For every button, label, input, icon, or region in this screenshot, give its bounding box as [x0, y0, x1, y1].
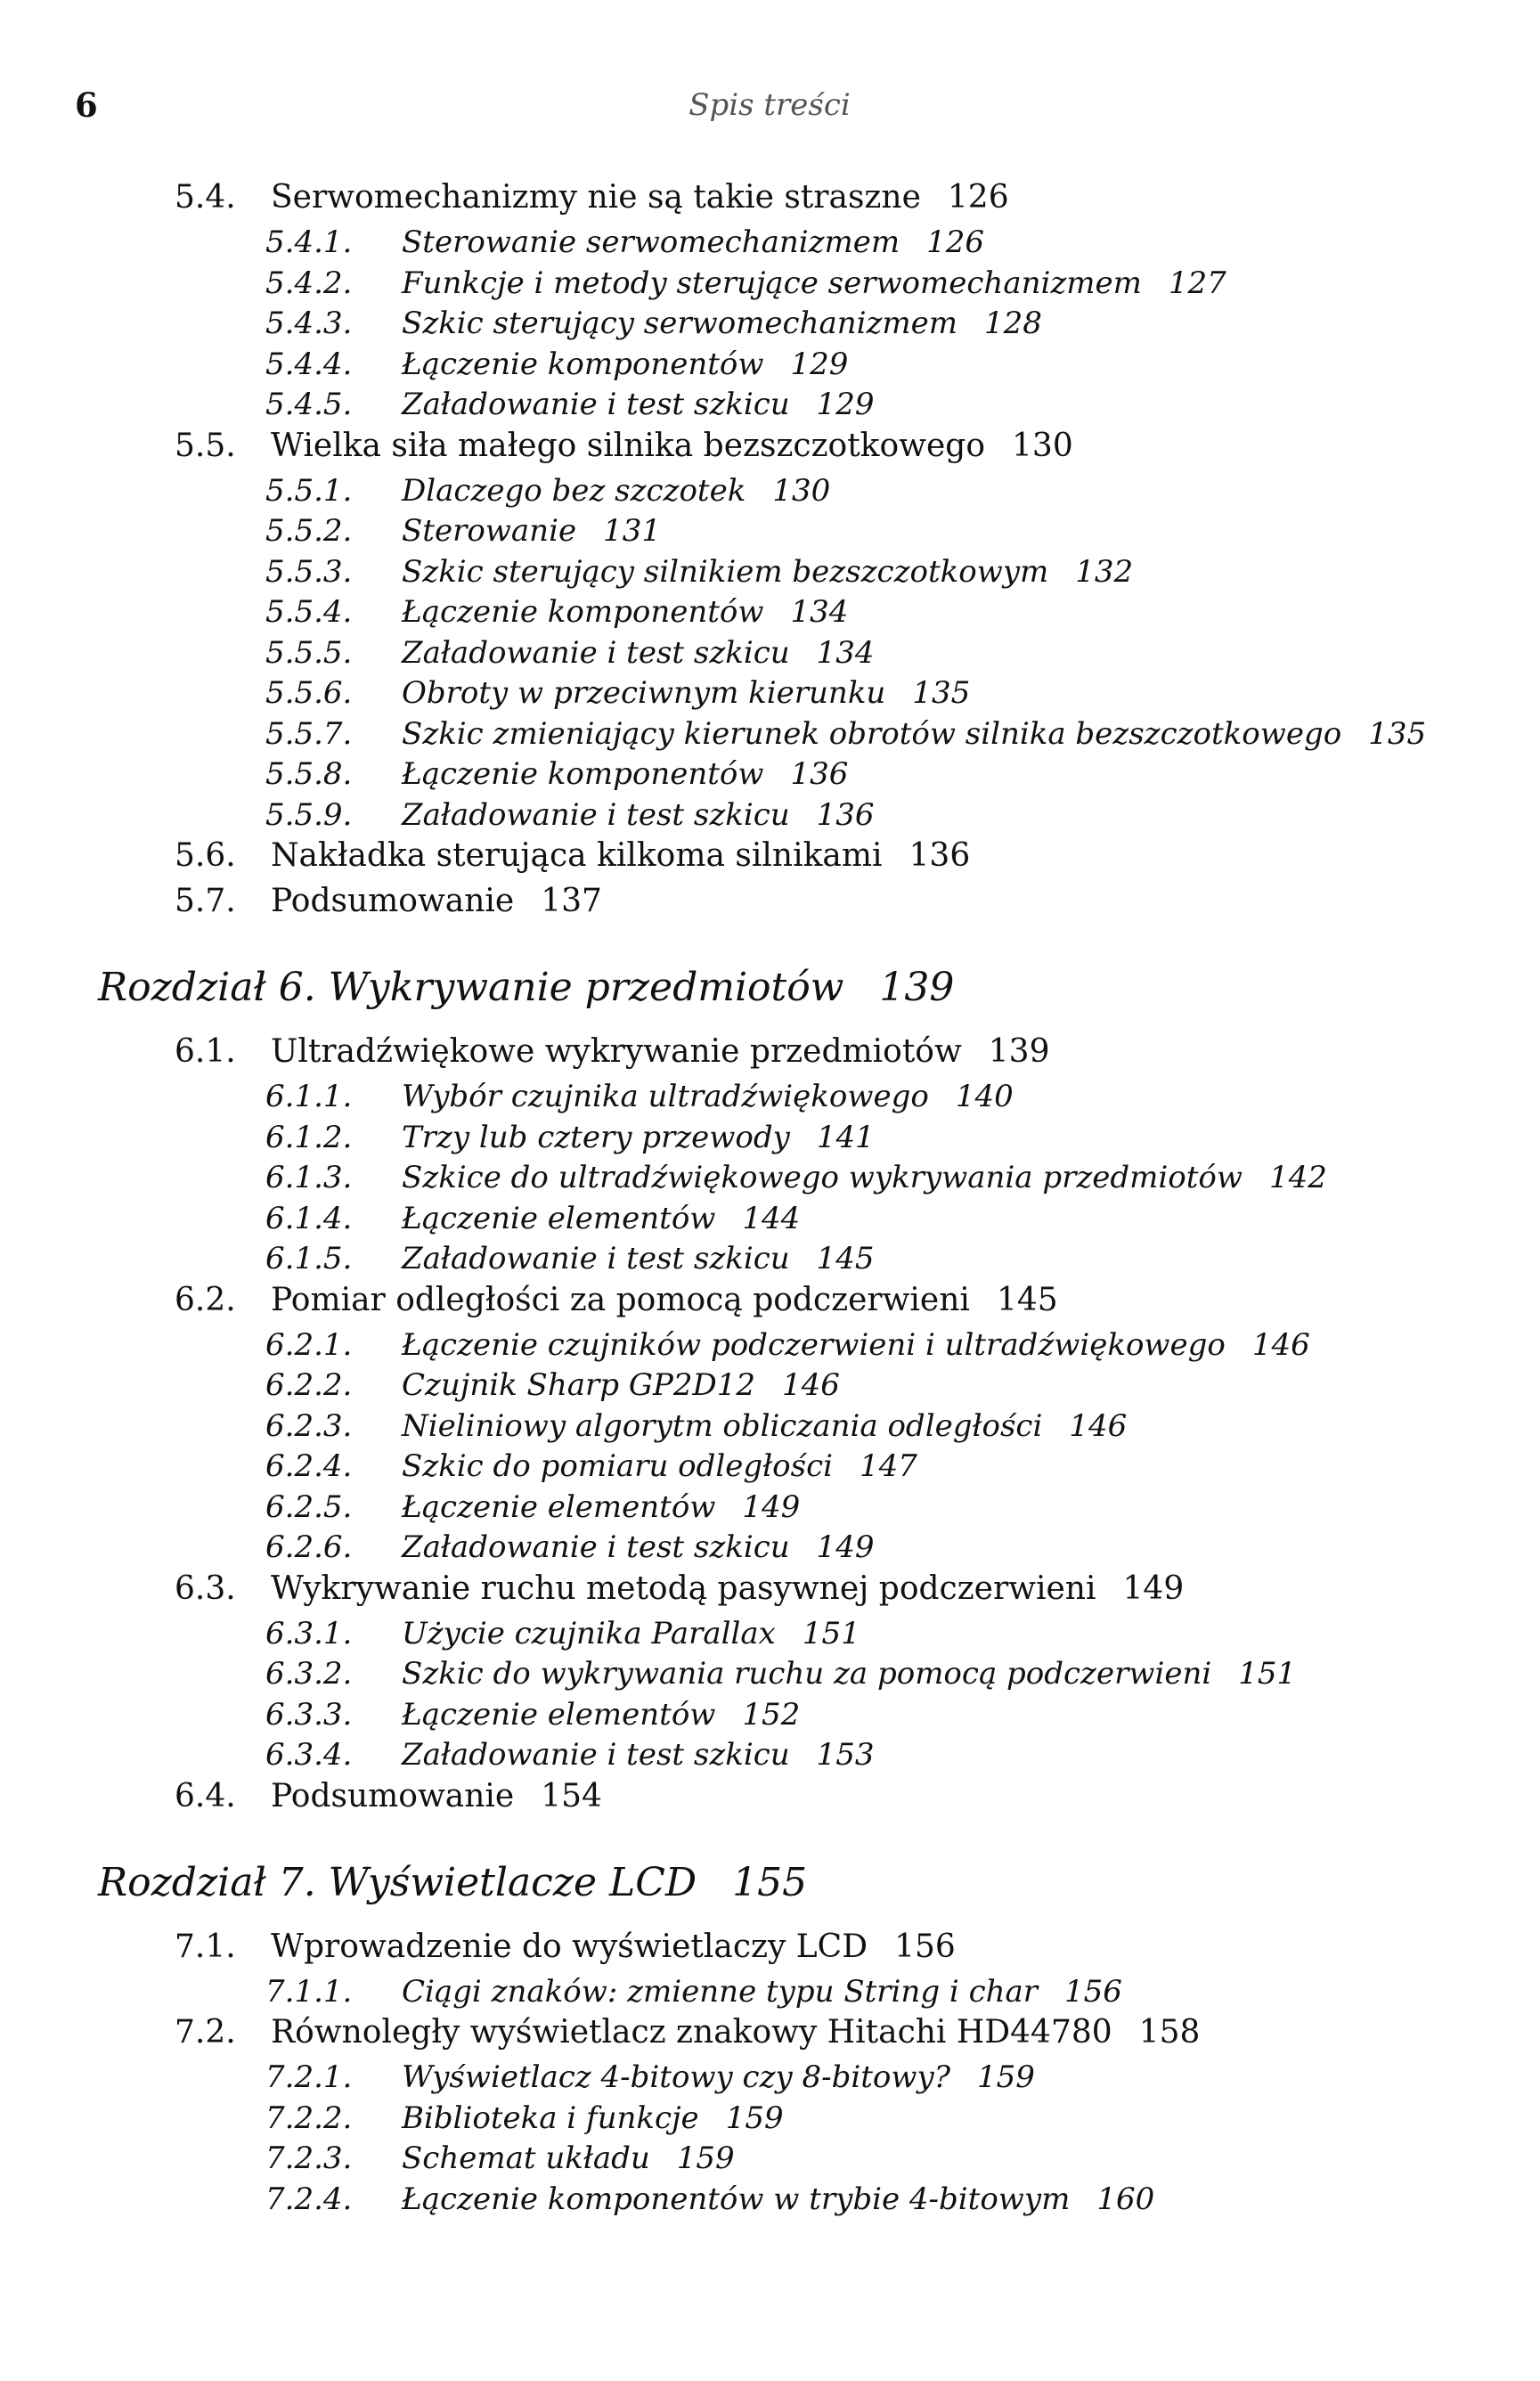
entry-title-group — [402, 513, 661, 549]
entry-number: 5.7. — [175, 883, 236, 919]
entry-number: 6.1.4. — [265, 1200, 353, 1236]
page-number: 6 — [75, 86, 98, 125]
entry-number: 5.5.1. — [265, 472, 353, 509]
entry-title: Pomiar odległości za pomocą podczerwieni — [271, 1281, 970, 1318]
toc-subsection-entry[interactable] — [0, 1241, 1540, 1284]
entry-number: 7.2.3. — [265, 2140, 353, 2176]
entry-title-group — [402, 1615, 860, 1651]
entry-title-group — [402, 634, 875, 671]
entry-title: Biblioteka i funkcje — [402, 2100, 699, 2136]
entry-title: Schemat układu — [402, 2140, 650, 2176]
entry-title: Nakładka sterująca kilkoma silnikami — [271, 837, 883, 874]
entry-page-number: 154 — [541, 1777, 602, 1814]
toc-subsection-entry[interactable] — [0, 1367, 1540, 1411]
toc-subsection-entry[interactable] — [0, 675, 1540, 719]
entry-title: Szkic sterujący silnikiem bezszczotkowym — [402, 553, 1049, 590]
toc-subsection-entry[interactable] — [0, 224, 1540, 268]
entry-title: Wielka siła małego silnika bezszczotkowego — [271, 427, 986, 464]
toc-subsection-entry[interactable] — [0, 1737, 1540, 1781]
entry-title-group — [271, 1281, 1058, 1318]
entry-title-group — [402, 594, 849, 630]
entry-number: 5.5.9. — [265, 796, 353, 833]
entry-number: 5.4. — [175, 179, 236, 216]
entry-title: Wprowadzenie do wyświetlaczy LCD — [271, 1928, 868, 1965]
entry-title-group — [402, 1367, 840, 1403]
entry-page-number: 151 — [1238, 1656, 1297, 1692]
entry-number: 5.4.5. — [265, 387, 353, 422]
entry-title-group — [271, 1928, 956, 1965]
entry-title-group — [402, 1529, 875, 1565]
entry-number: 6.2. — [175, 1281, 236, 1318]
entry-page-number: 126 — [947, 179, 1009, 216]
entry-title: Łączenie elementów — [402, 1696, 716, 1733]
entry-page-number: 159 — [676, 2140, 735, 2176]
entry-page-number: 146 — [1069, 1407, 1128, 1444]
toc-subsection-entry[interactable] — [0, 1119, 1540, 1163]
chapter-label — [98, 965, 955, 1010]
toc-section-entry[interactable] — [0, 885, 1540, 931]
entry-page-number: 136 — [816, 796, 875, 833]
entry-title: Załadowanie i test szkicu — [402, 1737, 790, 1773]
entry-title-group — [271, 179, 1009, 216]
page-header — [75, 86, 1464, 139]
entry-title-group — [271, 2014, 1201, 2051]
toc-subsection-entry[interactable] — [0, 756, 1540, 800]
entry-number: 6.1.5. — [265, 1241, 353, 1276]
chapter-page-number: 139 — [879, 965, 955, 1010]
running-title: Spis treści — [689, 87, 851, 123]
entry-title-group — [402, 1241, 875, 1276]
entry-number: 6.2.3. — [265, 1407, 353, 1444]
chapter-label — [98, 1859, 808, 1905]
entry-page-number: 149 — [816, 1529, 875, 1565]
toc-subsection-entry[interactable] — [0, 1407, 1540, 1452]
entry-title: Dlaczego bez szczotek — [402, 472, 746, 509]
entry-page-number: 137 — [541, 883, 602, 919]
entry-page-number: 126 — [926, 224, 985, 260]
entry-page-number: 134 — [790, 594, 849, 630]
entry-title: Obroty w przeciwnym kierunku — [402, 675, 886, 711]
entry-number: 7.2.4. — [265, 2181, 353, 2217]
entry-page-number: 156 — [1064, 1973, 1122, 2010]
entry-title-group — [402, 1737, 875, 1773]
entry-title-group — [402, 756, 849, 792]
chapter-title: Rozdział 7. Wyświetlacze LCD — [98, 1859, 697, 1905]
entry-title-group — [402, 1200, 801, 1236]
chapter-title: Rozdział 6. Wykrywanie przedmiotów — [98, 965, 844, 1010]
entry-title: Łączenie komponentów — [402, 346, 764, 382]
entry-page-number: 130 — [1012, 427, 1073, 464]
entry-page-number: 129 — [790, 346, 849, 382]
entry-number: 5.5.4. — [265, 594, 353, 630]
toc-section-entry[interactable] — [0, 1033, 1540, 1081]
entry-number: 7.1.1. — [265, 1973, 353, 2010]
entry-title-group — [402, 1448, 917, 1484]
toc-subsection-entry[interactable] — [0, 1488, 1540, 1533]
entry-title-group — [402, 1119, 875, 1155]
table-of-contents — [0, 179, 1540, 2224]
entry-page-number: 128 — [984, 306, 1042, 341]
entry-number: 6.2.6. — [265, 1529, 353, 1565]
entry-page-number: 127 — [1168, 265, 1226, 301]
toc-chapter-heading[interactable] — [0, 931, 1540, 1036]
entry-title: Podsumowanie — [271, 883, 515, 919]
entry-title-group — [402, 1973, 1122, 2010]
toc-subsection-entry[interactable] — [0, 1656, 1540, 1700]
entry-page-number: 145 — [816, 1241, 875, 1276]
entry-page-number: 147 — [860, 1448, 917, 1484]
toc-subsection-entry[interactable] — [0, 265, 1540, 309]
entry-number: 6.2.5. — [265, 1488, 353, 1525]
toc-chapter-heading[interactable] — [0, 1826, 1540, 1931]
entry-number: 5.4.1. — [265, 224, 353, 260]
entry-number: 5.4.4. — [265, 346, 353, 382]
entry-number: 6.3.3. — [265, 1696, 353, 1733]
entry-page-number: 134 — [816, 634, 875, 671]
entry-title-group — [402, 1696, 801, 1733]
entry-page-number: 144 — [742, 1200, 801, 1236]
entry-number: 7.1. — [175, 1928, 236, 1965]
entry-title: Wyświetlacz 4-bitowy czy 8-bitowy? — [402, 2059, 950, 2095]
toc-section-entry[interactable] — [0, 1928, 1540, 1977]
entry-title: Ciągi znaków: zmienne typu String i char — [402, 1973, 1039, 2010]
entry-number: 5.5.6. — [265, 675, 353, 711]
entry-number: 6.3. — [175, 1570, 236, 1607]
entry-page-number: 136 — [909, 837, 971, 874]
entry-number: 6.2.2. — [265, 1367, 353, 1403]
toc-subsection-entry[interactable] — [0, 796, 1540, 841]
toc-subsection-entry[interactable] — [0, 1448, 1540, 1492]
toc-section-entry[interactable] — [0, 1777, 1540, 1826]
entry-page-number: 140 — [955, 1079, 1014, 1114]
entry-page-number: 156 — [894, 1928, 956, 1965]
entry-title: Szkic sterujący serwomechanizmem — [402, 306, 958, 341]
entry-title-group — [402, 389, 875, 420]
entry-page-number: 142 — [1269, 1160, 1327, 1195]
chapter-page-number: 155 — [732, 1859, 808, 1905]
entry-number: 7.2. — [175, 2014, 236, 2051]
entry-page-number: 152 — [742, 1696, 801, 1733]
entry-page-number: 146 — [782, 1367, 840, 1403]
entry-title-group — [402, 265, 1226, 301]
entry-title-group — [402, 1656, 1297, 1692]
entry-number: 6.2.1. — [265, 1326, 353, 1363]
entry-title-group — [402, 553, 1134, 590]
entry-page-number: 159 — [976, 2059, 1035, 2095]
entry-page-number: 131 — [603, 513, 661, 549]
toc-subsection-entry[interactable] — [0, 1973, 1540, 2018]
entry-number: 6.1. — [175, 1033, 236, 1070]
entry-page-number: 151 — [802, 1615, 860, 1651]
toc-subsection-entry[interactable] — [0, 2140, 1540, 2184]
toc-section-entry[interactable] — [0, 2014, 1540, 2062]
entry-page-number: 139 — [988, 1033, 1050, 1070]
toc-subsection-entry[interactable] — [0, 2181, 1540, 2225]
entry-title: Nieliniowy algorytm obliczania odległości — [402, 1407, 1043, 1444]
entry-title: Ultradźwiękowe wykrywanie przedmiotów — [271, 1033, 962, 1070]
entry-title-group — [271, 837, 971, 874]
toc-subsection-entry[interactable] — [0, 1615, 1540, 1659]
entry-title-group — [402, 2100, 784, 2136]
toc-subsection-entry[interactable] — [0, 715, 1540, 760]
toc-section-entry[interactable] — [0, 1570, 1540, 1619]
toc-subsection-entry[interactable] — [0, 1081, 1540, 1122]
toc-subsection-entry[interactable] — [0, 472, 1540, 517]
toc-subsection-entry[interactable] — [0, 594, 1540, 638]
entry-number: 7.2.2. — [265, 2100, 353, 2136]
entry-title: Równoległy wyświetlacz znakowy Hitachi HD44780 — [271, 2014, 1112, 2051]
entry-title-group — [402, 2140, 735, 2176]
entry-page-number: 153 — [816, 1737, 875, 1773]
toc-subsection-entry[interactable] — [0, 1200, 1540, 1244]
toc-subsection-entry[interactable] — [0, 1162, 1540, 1203]
entry-page-number: 149 — [742, 1488, 801, 1525]
entry-title: Łączenie elementów — [402, 1488, 716, 1525]
entry-title: Łączenie komponentów — [402, 594, 764, 630]
entry-title: Szkice do ultradźwiękowego wykrywania przedmiotów — [402, 1160, 1243, 1195]
entry-title-group — [271, 1033, 1050, 1070]
toc-subsection-entry[interactable] — [0, 2059, 1540, 2103]
entry-number: 7.2.1. — [265, 2059, 353, 2095]
entry-page-number: 159 — [725, 2100, 784, 2136]
entry-title: Użycie czujnika Parallax — [402, 1615, 776, 1651]
entry-title: Szkic do pomiaru odległości — [402, 1448, 834, 1484]
entry-title: Łączenie komponentów w trybie 4-bitowym — [402, 2181, 1071, 2217]
entry-title-group — [271, 885, 602, 917]
entry-title: Łączenie komponentów — [402, 756, 764, 792]
entry-title-group — [402, 715, 1427, 752]
entry-title-group — [271, 427, 1073, 464]
entry-number: 6.1.1. — [265, 1079, 353, 1114]
toc-section-entry[interactable] — [0, 427, 1540, 476]
entry-title: Załadowanie i test szkicu — [402, 634, 790, 671]
entry-title-group — [402, 1162, 1327, 1193]
entry-title: Szkic do wykrywania ruchu za pomocą podczerwieni — [402, 1656, 1212, 1692]
toc-section-entry[interactable] — [0, 179, 1540, 227]
entry-title: Serwomechanizmy nie są takie straszne — [271, 179, 921, 216]
entry-number: 5.4.3. — [265, 306, 353, 341]
entry-title: Podsumowanie — [271, 1777, 515, 1814]
toc-subsection-entry[interactable] — [0, 389, 1540, 430]
entry-title-group — [402, 224, 985, 260]
toc-subsection-entry[interactable] — [0, 2100, 1540, 2144]
entry-title: Wybór czujnika ultradźwiękowego — [402, 1079, 929, 1114]
entry-page-number: 135 — [912, 675, 971, 711]
entry-number: 5.5.8. — [265, 756, 353, 792]
entry-title: Załadowanie i test szkicu — [402, 1529, 790, 1565]
toc-section-entry[interactable] — [0, 837, 1540, 885]
toc-subsection-entry[interactable] — [0, 634, 1540, 679]
entry-title: Szkic zmieniający kierunek obrotów silnika bezszczotkowego — [402, 715, 1342, 752]
entry-title-group — [271, 1570, 1185, 1607]
entry-number: 6.3.1. — [265, 1615, 353, 1651]
entry-title-group — [402, 796, 875, 833]
toc-subsection-entry[interactable] — [0, 1529, 1540, 1573]
entry-title-group — [402, 1488, 801, 1525]
toc-section-entry[interactable] — [0, 1281, 1540, 1330]
entry-number: 5.5. — [175, 427, 236, 464]
toc-subsection-entry[interactable] — [0, 1696, 1540, 1741]
entry-title-group — [271, 1777, 602, 1814]
entry-title: Czujnik Sharp GP2D12 — [402, 1367, 756, 1403]
entry-page-number: 141 — [816, 1119, 875, 1155]
entry-page-number: 145 — [996, 1281, 1058, 1318]
entry-title-group — [402, 306, 1042, 341]
entry-title: Łączenie czujników podczerwieni i ultradźwiękowego — [402, 1326, 1226, 1363]
entry-page-number: 160 — [1096, 2181, 1155, 2217]
entry-page-number: 136 — [790, 756, 849, 792]
entry-page-number: 149 — [1122, 1570, 1185, 1607]
toc-subsection-entry[interactable] — [0, 346, 1540, 390]
entry-number: 6.3.2. — [265, 1656, 353, 1692]
entry-number: 5.6. — [175, 837, 236, 874]
entry-number: 6.1.2. — [265, 1119, 353, 1155]
entry-number: 6.3.4. — [265, 1737, 353, 1773]
entry-title-group — [402, 2059, 1035, 2095]
entry-title: Wykrywanie ruchu metodą pasywnej podczerwieni — [271, 1570, 1096, 1607]
entry-number: 6.4. — [175, 1777, 236, 1814]
entry-number: 5.4.2. — [265, 265, 353, 301]
entry-page-number: 146 — [1251, 1326, 1310, 1363]
entry-title: Załadowanie i test szkicu — [402, 796, 790, 833]
entry-title-group — [402, 675, 971, 711]
toc-subsection-entry[interactable] — [0, 308, 1540, 349]
entry-title-group — [402, 2181, 1155, 2217]
entry-page-number: 135 — [1368, 715, 1427, 752]
entry-title-group — [402, 1081, 1014, 1112]
entry-title: Funkcje i metody sterujące serwomechanizmem — [402, 265, 1142, 301]
entry-title: Sterowanie serwomechanizmem — [402, 224, 900, 260]
entry-page-number: 130 — [772, 472, 831, 509]
entry-title: Załadowanie i test szkicu — [402, 387, 790, 422]
entry-title: Trzy lub cztery przewody — [402, 1119, 790, 1155]
toc-subsection-entry[interactable] — [0, 1326, 1540, 1371]
entry-page-number: 129 — [816, 387, 875, 422]
entry-title-group — [402, 346, 849, 382]
toc-subsection-entry[interactable] — [0, 513, 1540, 557]
entry-title: Sterowanie — [402, 513, 577, 549]
entry-title: Załadowanie i test szkicu — [402, 1241, 790, 1276]
entry-number: 5.5.3. — [265, 553, 353, 590]
entry-title-group — [402, 472, 831, 509]
entry-title-group — [402, 1407, 1128, 1444]
entry-number: 5.5.5. — [265, 634, 353, 671]
entry-title-group — [402, 1326, 1310, 1363]
entry-title: Łączenie elementów — [402, 1200, 716, 1236]
toc-subsection-entry[interactable] — [0, 553, 1540, 598]
entry-number: 6.2.4. — [265, 1448, 353, 1484]
entry-page-number: 132 — [1075, 553, 1134, 590]
entry-number: 5.5.7. — [265, 715, 353, 752]
entry-number: 5.5.2. — [265, 513, 353, 549]
entry-number: 6.1.3. — [265, 1160, 353, 1195]
entry-page-number: 158 — [1138, 2014, 1201, 2051]
